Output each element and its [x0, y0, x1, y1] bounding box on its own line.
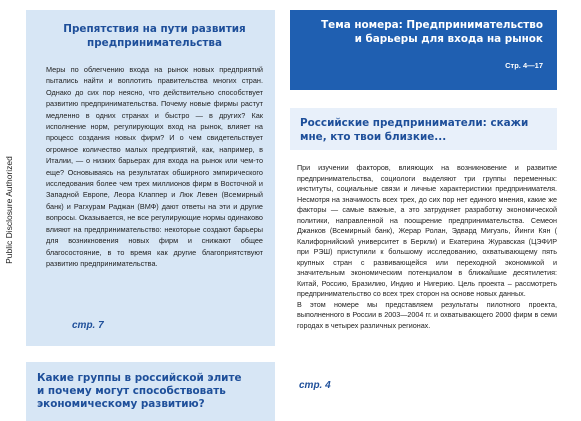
article-box-elite — [26, 362, 275, 421]
disclosure-label — [0, 0, 18, 421]
page-ref-7[interactable]: стр. 7 — [72, 320, 104, 331]
article-title-barriers: Препятствия на пути развития предпринимательства — [63, 23, 246, 49]
theme-title: Тема номера: Предпринимательство и барьеры для входа на рынок — [321, 19, 543, 45]
article-body-barriers: Меры по облегчению входа на рынок новых предприятий пытались найти и воплотить правительства многих стран. Однако до сих пор неясно, что действительно способствует развитию предпринимательства. Почему новые фирмы растут медленно в одних странах и быстро — в других? Как исполнение норм, регулирующих вход на рынок, влияет на процесс создания новых фирм? И о чем свидетельствует огромное количество малых предприятий, как, например, в Италии, — о низких барьерах для входа на рынок или чем-то еще? Основываясь на результатах обширного эмпирического исследования более чем трех миллионов фирм в Восточной и Западной Европе, Леора Клаппер и Люк Левен (Всемирный банк) и Рагхурам Раджан (ВМФ) дают ответы на эти и другие вопросы. Оказывается, не все регулирующие нормы одинаково влияют на предпринимательство: некоторые создают барьеры для возникновения новых фирм и снижают общее благосостояние, в то время как другие благоприятствуют развитию предпринимательства. — [46, 65, 263, 268]
disclosure-label-text: Public Disclosure Authorized — [4, 156, 14, 264]
article-box-entrepreneurs — [290, 108, 557, 150]
article-box-barriers — [26, 10, 275, 346]
theme-pages[interactable]: Стр. 4—17 — [505, 61, 543, 70]
page-ref-4[interactable]: стр. 4 — [299, 380, 331, 391]
article-body-entrepreneurs: При изучении факторов, влияющих на возникновение и развитие предпринимательства, социологи выделяют три группы переменных: институты, социальные связи и личные характеристики предпринимателя. Несмотря на значимость всех трех, до сих пор нет единого мнения, какие же факторы — самые важные, а это затрудняет разработку экономической политики, направленной на поощрение предпринимательства. Семеон Джанков (Всемирный банк), Жерар Ролан, Эдвард Мигуэль, Йинги Кян ( Калифорнийский университет в Беркли) и Екатерина Журавская (ЦЭФИР при РЭШ) приступили к большому исследованию, охватывающему пять крупных стран с развивающейся или переходной экономикой и значительным экономическим потенциалом в ближайшие десятилетия: Китай, Россию, Бразилию, Индию и Нигерию. Цель проекта – рассмотреть предпринимательство со всех трех сторон на основе новых данных. В этом номере мы представляем результаты пилотного проекта, выполненного в России в 2003—2004 гг. и охватывающего 2000 фирм в семи городах в четырех различных регионах. — [297, 163, 557, 330]
article-column-entrepreneurs — [297, 163, 557, 391]
article-title-entrepreneurs: Российские предприниматели: скажи мне, кто твои близкие... — [300, 117, 529, 143]
article-title-elite[interactable]: Какие группы в российской элите и почему могут способствовать экономическому развитию? — [37, 372, 242, 410]
theme-banner — [290, 10, 557, 90]
